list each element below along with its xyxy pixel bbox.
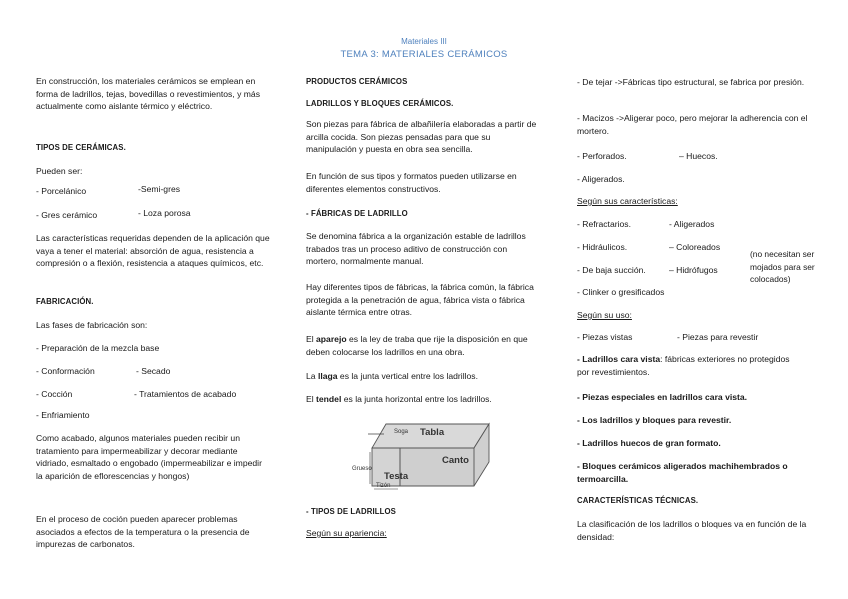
coccion-paragraph: En el proceso de coción pueden aparecer problemas asociados a efectos de la temperatura o la presencia de impurezas de carbonatos. [36, 514, 250, 550]
fase-secado: - Secado [136, 366, 171, 376]
ladrillos-heading: LADRILLOS Y BLOQUES CERÁMICOS. [306, 99, 454, 108]
tipo-semigres: -Semi-gres [138, 184, 181, 194]
funcion-paragraph: En función de sus tipos y formatos pueden utilizarse en diferentes elementos constructivos. [306, 171, 517, 194]
hidrofugos-item: – Hidrófugos [669, 265, 718, 275]
segun-apariencia: Según su apariencia: [306, 528, 387, 538]
aligerados-caract-item: - Aligerados [669, 219, 715, 229]
baja-succion-item: - De baja succión. [577, 265, 646, 275]
fabricas-heading: - FÁBRICAS DE LADRILLO [306, 209, 408, 218]
hidrofugos-note: (no necesitan ser mojados para ser colocados) [750, 249, 815, 285]
clinker-item: - Clinker o gresificados [577, 287, 665, 297]
piezas-especiales-item: - Piezas especiales en ladrillos cara vista. [577, 392, 748, 402]
fase-conformacion: - Conformación [36, 366, 95, 376]
clasificacion-paragraph: La clasificación de los ladrillos o bloques va en función de la densidad: [577, 519, 807, 542]
hidraulicos-item: - Hidráulicos. [577, 242, 628, 252]
cara-vista-item: - Ladrillos cara vista: fábricas exteriores no protegidos por revestimientos. [577, 354, 790, 377]
acabado-paragraph: Como acabado, algunos materiales pueden recibir un tratamiento para impermeabilizar y decorar mediante vidriado, esmaltado o engobado (impermeabilizar e impedir la aparición de eflorescencias y hongos) [36, 433, 262, 481]
perforados-item: - Perforados. [577, 151, 627, 161]
label-tabla: Tabla [420, 427, 445, 438]
fase-enfriamiento: - Enfriamiento [36, 410, 90, 420]
fase-preparacion: - Preparación de la mezcla base [36, 343, 160, 353]
label-canto: Canto [442, 455, 469, 466]
caracteristicas-paragraph: Las características requeridas dependen de la aplicación que vaya a tener el material: absorción de agua, resistencia a compresión o a flexión, resistencia a ataques químicos, etc. [36, 233, 270, 269]
tipos-heading: TIPOS DE CERÁMICAS. [36, 143, 126, 152]
refractarios-item: - Refractarios. [577, 219, 631, 229]
pueden-ser: Pueden ser: [36, 166, 83, 176]
label-grueso: Grueso [352, 466, 372, 472]
revestir-item: - Los ladrillos y bloques para revestir. [577, 415, 732, 425]
denomina-paragraph: Se denomina fábrica a la organización estable de ladrillos trabados tras un proceso aditivo de construcción con mortero, normalmente manual. [306, 231, 526, 267]
aligerados-item: - Aligerados. [577, 174, 625, 184]
coloreados-item: – Coloreados [669, 242, 721, 252]
segun-caracteristicas: Según sus características: [577, 196, 678, 206]
fase-coccion: - Cocción [36, 389, 73, 399]
productos-heading: PRODUCTOS CERÁMICOS [306, 77, 408, 86]
tecnicas-heading: CARACTERÍSTICAS TÉCNICAS. [577, 496, 699, 505]
label-testa: Testa [384, 471, 409, 482]
tipo-loza: - Loza porosa [138, 208, 191, 218]
bloques-item: - Bloques cerámicos aligerados machihembrados o termoarcilla. [577, 461, 788, 484]
fabricacion-heading: FABRICACIÓN. [36, 297, 94, 306]
aparejo-term: aparejo [316, 334, 347, 344]
segun-uso: Según su uso: [577, 310, 632, 320]
tipo-gres: - Gres cerámico [36, 210, 98, 220]
fases-intro: Las fases de fabricación son: [36, 320, 148, 330]
header-subject: Materiales III [401, 37, 447, 46]
macizos-item: - Macizos ->Aligerar poco, pero mejorar la adherencia con el mortero. [577, 113, 808, 136]
label-soga: Soga [394, 429, 409, 435]
tendel-term: tendel [316, 394, 342, 404]
huecos-item: – Huecos. [679, 151, 718, 161]
cara-vista-term: - Ladrillos cara vista [577, 354, 661, 364]
piezas-vistas-item: - Piezas vistas [577, 332, 633, 342]
brick-diagram [346, 410, 496, 490]
llaga-paragraph: La llaga es la junta vertical entre los ladrillos. [306, 371, 478, 381]
llaga-term: llaga [317, 371, 338, 381]
tejar-item: - De tejar ->Fábricas tipo estructural, se fabrica por presión. [577, 77, 805, 87]
piezas-revestir-item: - Piezas para revestir [677, 332, 759, 342]
header-title: TEMA 3: MATERIALES CERÁMICOS [340, 49, 508, 60]
aparejo-paragraph: El aparejo es la ley de traba que rije la disposición en que deben colocarse los ladrillos en una obra. [306, 334, 528, 357]
tipos-ladrillos-heading: - TIPOS DE LADRILLOS [306, 507, 396, 516]
fase-tratamientos: - Tratamientos de acabado [134, 389, 237, 399]
intro-paragraph: En construcción, los materiales cerámicos se emplean en forma de ladrillos, tejas, bovedillas o revestimientos, y más actualmente como aislante térmico y eléctrico. [36, 76, 261, 112]
tipos-fabricas-paragraph: Hay diferentes tipos de fábricas, la fábrica común, la fábrica protegida a la penetración de agua, fábrica vista o fábrica aislante térmica entre otras. [306, 282, 534, 318]
tipo-porcelanico: - Porcelánico [36, 186, 87, 196]
huecos-gran-formato-item: - Ladrillos huecos de gran formato. [577, 438, 721, 448]
label-tizon: Tizón [376, 483, 391, 489]
tendel-paragraph: El tendel es la junta horizontal entre los ladrillos. [306, 394, 492, 404]
piezas-paragraph: Son piezas para fábrica de albañilería elaboradas a partir de arcilla cocida. Son piezas pensadas para que su manipulación y puesta en obra sea sencilla. [306, 119, 537, 155]
